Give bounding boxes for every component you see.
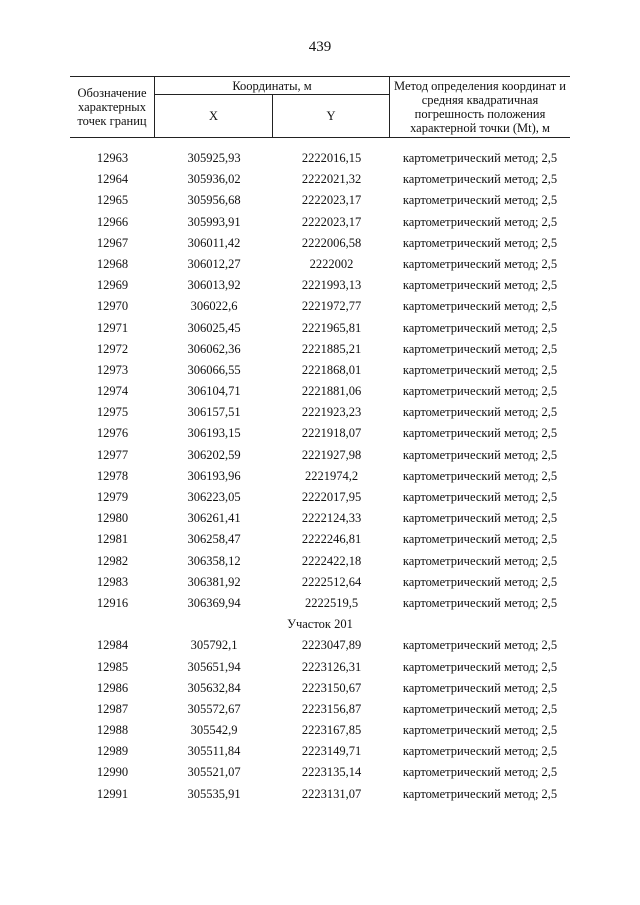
point-id-cell: 12978 [96, 468, 129, 483]
method-cell: картометрический метод; 2,5 [402, 744, 558, 759]
method-cell: картометрический метод; 2,5 [402, 214, 558, 229]
point-id-cell: 12979 [96, 490, 129, 504]
method-cell: картометрический метод; 2,5 [402, 638, 558, 653]
point-id-cell: 12970 [96, 299, 129, 314]
y-coordinate-cell: 2223150,67 [301, 680, 362, 695]
point-id-cell: 12965 [96, 193, 129, 208]
y-coordinate-cell: 2221965,81 [301, 320, 362, 335]
y-coordinate-cell: 2222021,32 [301, 172, 362, 187]
y-coordinate-cell: 2222519,5 [304, 595, 359, 610]
method-cell: картометрический метод; 2,5 [402, 405, 558, 420]
y-coordinate-cell: 2222002 [309, 256, 354, 271]
x-coordinate-cell: 306381,92 [187, 574, 241, 589]
method-cell: картометрический метод; 2,5 [402, 341, 558, 356]
y-coordinate-cell: 2222017,95 [301, 490, 362, 504]
point-id-cell: 12986 [96, 680, 129, 695]
method-cell: картометрический метод; 2,5 [402, 256, 558, 271]
method-cell: картометрический метод; 2,5 [402, 532, 558, 547]
table-row [70, 296, 570, 317]
header-x: X [155, 95, 273, 137]
x-coordinate-cell: 306202,59 [187, 447, 241, 462]
method-cell: картометрический метод; 2,5 [402, 193, 558, 208]
section-title-text: Участок 201 [287, 617, 353, 632]
x-coordinate-cell: 305521,07 [187, 765, 241, 780]
table-row [70, 529, 570, 550]
method-cell: картометрический метод; 2,5 [402, 701, 558, 716]
y-coordinate-cell: 2221918,07 [301, 426, 362, 441]
x-coordinate-cell: 306223,05 [187, 490, 241, 504]
table-row [70, 572, 570, 593]
table-row [70, 635, 570, 656]
point-id-cell: 12916 [96, 595, 129, 610]
point-id-cell: 12985 [96, 659, 129, 674]
method-cell: картометрический метод; 2,5 [402, 151, 558, 165]
x-coordinate-cell: 306369,94 [187, 595, 241, 610]
table-row [70, 169, 570, 190]
method-cell: картометрический метод; 2,5 [402, 786, 558, 801]
x-coordinate-cell: 305542,9 [190, 723, 238, 738]
header-method: Метод определения координат и средняя квадратичная погрешность положения характерной точки (Mt), м [394, 79, 566, 135]
point-id-cell: 12974 [96, 384, 129, 399]
method-cell: картометрический метод; 2,5 [402, 447, 558, 462]
method-cell: картометрический метод; 2,5 [402, 574, 558, 589]
x-coordinate-cell: 306012,27 [187, 256, 241, 271]
y-coordinate-cell: 2222023,17 [301, 214, 362, 229]
x-coordinate-cell: 306193,96 [187, 468, 241, 483]
x-coordinate-cell: 305956,68 [187, 193, 241, 208]
x-coordinate-cell: 306261,41 [187, 511, 241, 526]
method-cell: картометрический метод; 2,5 [402, 511, 558, 526]
x-coordinate-cell: 306104,71 [187, 384, 241, 399]
method-cell: картометрический метод; 2,5 [402, 765, 558, 780]
table-row [70, 762, 570, 783]
x-coordinate-cell: 306358,12 [187, 553, 241, 568]
section-title [70, 614, 570, 635]
table-body [70, 148, 570, 805]
point-id-cell: 12966 [96, 214, 129, 229]
table-row [70, 318, 570, 339]
table-row [70, 381, 570, 402]
table-row [70, 212, 570, 233]
y-coordinate-cell: 2222023,17 [301, 193, 362, 208]
point-id-cell: 12975 [96, 405, 129, 420]
y-coordinate-cell: 2221927,98 [301, 447, 362, 462]
method-cell: картометрический метод; 2,5 [402, 595, 558, 610]
table-row [70, 699, 570, 720]
y-coordinate-cell: 2221974,2 [304, 468, 359, 483]
table-row [70, 402, 570, 423]
method-cell: картометрический метод; 2,5 [402, 362, 558, 377]
x-coordinate-cell: 305792,1 [190, 638, 238, 653]
method-cell: картометрический метод; 2,5 [402, 235, 558, 250]
method-cell: картометрический метод; 2,5 [402, 384, 558, 399]
point-id-cell: 12980 [96, 511, 129, 526]
x-coordinate-cell: 306193,15 [187, 426, 241, 441]
x-coordinate-cell: 306025,45 [187, 320, 241, 335]
point-id-cell: 12973 [96, 362, 129, 377]
x-coordinate-cell: 306157,51 [187, 405, 241, 420]
x-coordinate-cell: 305651,94 [187, 659, 241, 674]
x-coordinate-cell: 305925,93 [187, 151, 241, 165]
point-id-cell: 12984 [96, 638, 129, 653]
x-coordinate-cell: 306062,36 [187, 341, 241, 356]
table-row [70, 487, 570, 508]
point-id-cell: 12983 [96, 574, 129, 589]
point-id-cell: 12991 [96, 786, 129, 801]
header-y: Y [273, 95, 390, 137]
y-coordinate-cell: 2223167,85 [301, 723, 362, 738]
table-header [70, 76, 570, 138]
point-id-cell: 12989 [96, 744, 129, 759]
y-coordinate-cell: 2221885,21 [301, 341, 362, 356]
table-row [70, 551, 570, 572]
table-row [70, 360, 570, 381]
table-row [70, 254, 570, 275]
y-coordinate-cell: 2222422,18 [301, 553, 362, 568]
table-row [70, 678, 570, 699]
y-coordinate-cell: 2223047,89 [301, 638, 362, 653]
table-row [70, 657, 570, 678]
x-coordinate-cell: 305511,84 [187, 744, 241, 759]
method-cell: картометрический метод; 2,5 [402, 299, 558, 314]
x-coordinate-cell: 305535,91 [187, 786, 241, 801]
table-row [70, 741, 570, 762]
method-cell: картометрический метод; 2,5 [402, 723, 558, 738]
table-row [70, 445, 570, 466]
method-cell: картометрический метод; 2,5 [402, 680, 558, 695]
table-row [70, 148, 570, 169]
point-id-cell: 12963 [96, 151, 129, 165]
x-coordinate-cell: 306011,42 [187, 235, 241, 250]
table-row [70, 275, 570, 296]
table-row [70, 784, 570, 805]
x-coordinate-cell: 305572,67 [187, 701, 241, 716]
y-coordinate-cell: 2223149,71 [301, 744, 362, 759]
table-row [70, 190, 570, 211]
page-number: 439 [308, 39, 332, 55]
point-id-cell: 12972 [96, 341, 129, 356]
table-row [70, 339, 570, 360]
table-row [70, 466, 570, 487]
y-coordinate-cell: 2221923,23 [301, 405, 362, 420]
header-point-designation: Обозначение характерных точек границ [70, 77, 155, 137]
x-coordinate-cell: 306013,92 [187, 278, 241, 293]
y-coordinate-cell: 2223126,31 [301, 659, 362, 674]
x-coordinate-cell: 305993,91 [187, 214, 241, 229]
method-cell: картометрический метод; 2,5 [402, 278, 558, 293]
point-id-cell: 12977 [96, 447, 129, 462]
y-coordinate-cell: 2221881,06 [301, 384, 362, 399]
point-id-cell: 12981 [96, 532, 129, 547]
x-coordinate-cell: 306258,47 [187, 532, 241, 547]
method-cell: картометрический метод; 2,5 [402, 553, 558, 568]
point-id-cell: 12988 [96, 723, 129, 738]
y-coordinate-cell: 2221993,13 [301, 278, 362, 293]
x-coordinate-cell: 305632,84 [187, 680, 241, 695]
y-coordinate-cell: 2223131,07 [301, 786, 362, 801]
y-coordinate-cell: 2222512,64 [301, 574, 362, 589]
method-cell: картометрический метод; 2,5 [402, 490, 558, 504]
point-id-cell: 12971 [96, 320, 129, 335]
y-coordinate-cell: 2222246,81 [301, 532, 362, 547]
y-coordinate-cell: 2222124,33 [301, 511, 362, 526]
header-coordinates: Координаты, м [155, 77, 390, 95]
y-coordinate-cell: 2221868,01 [301, 362, 362, 377]
y-coordinate-cell: 2223135,14 [301, 765, 362, 780]
point-id-cell: 12987 [96, 701, 129, 716]
point-id-cell: 12976 [96, 426, 129, 441]
y-coordinate-cell: 2223156,87 [301, 701, 362, 716]
method-cell: картометрический метод; 2,5 [402, 659, 558, 674]
method-cell: картометрический метод; 2,5 [402, 426, 558, 441]
point-id-cell: 12967 [96, 235, 129, 250]
point-id-cell: 12968 [96, 256, 129, 271]
table-row [70, 720, 570, 741]
y-coordinate-cell: 2221972,77 [301, 299, 362, 314]
x-coordinate-cell: 306022,6 [190, 299, 238, 314]
table-row [70, 423, 570, 444]
x-coordinate-cell: 306066,55 [187, 362, 241, 377]
table-row [70, 233, 570, 254]
point-id-cell: 12990 [96, 765, 129, 780]
method-cell: картометрический метод; 2,5 [402, 172, 558, 187]
x-coordinate-cell: 305936,02 [187, 172, 241, 187]
table-row [70, 593, 570, 614]
point-id-cell: 12969 [96, 278, 129, 293]
y-coordinate-cell: 2222006,58 [301, 235, 362, 250]
point-id-cell: 12982 [96, 553, 129, 568]
method-cell: картометрический метод; 2,5 [402, 468, 558, 483]
method-cell: картометрический метод; 2,5 [402, 320, 558, 335]
point-id-cell: 12964 [96, 172, 129, 187]
y-coordinate-cell: 2222016,15 [301, 151, 362, 165]
table-row [70, 508, 570, 529]
